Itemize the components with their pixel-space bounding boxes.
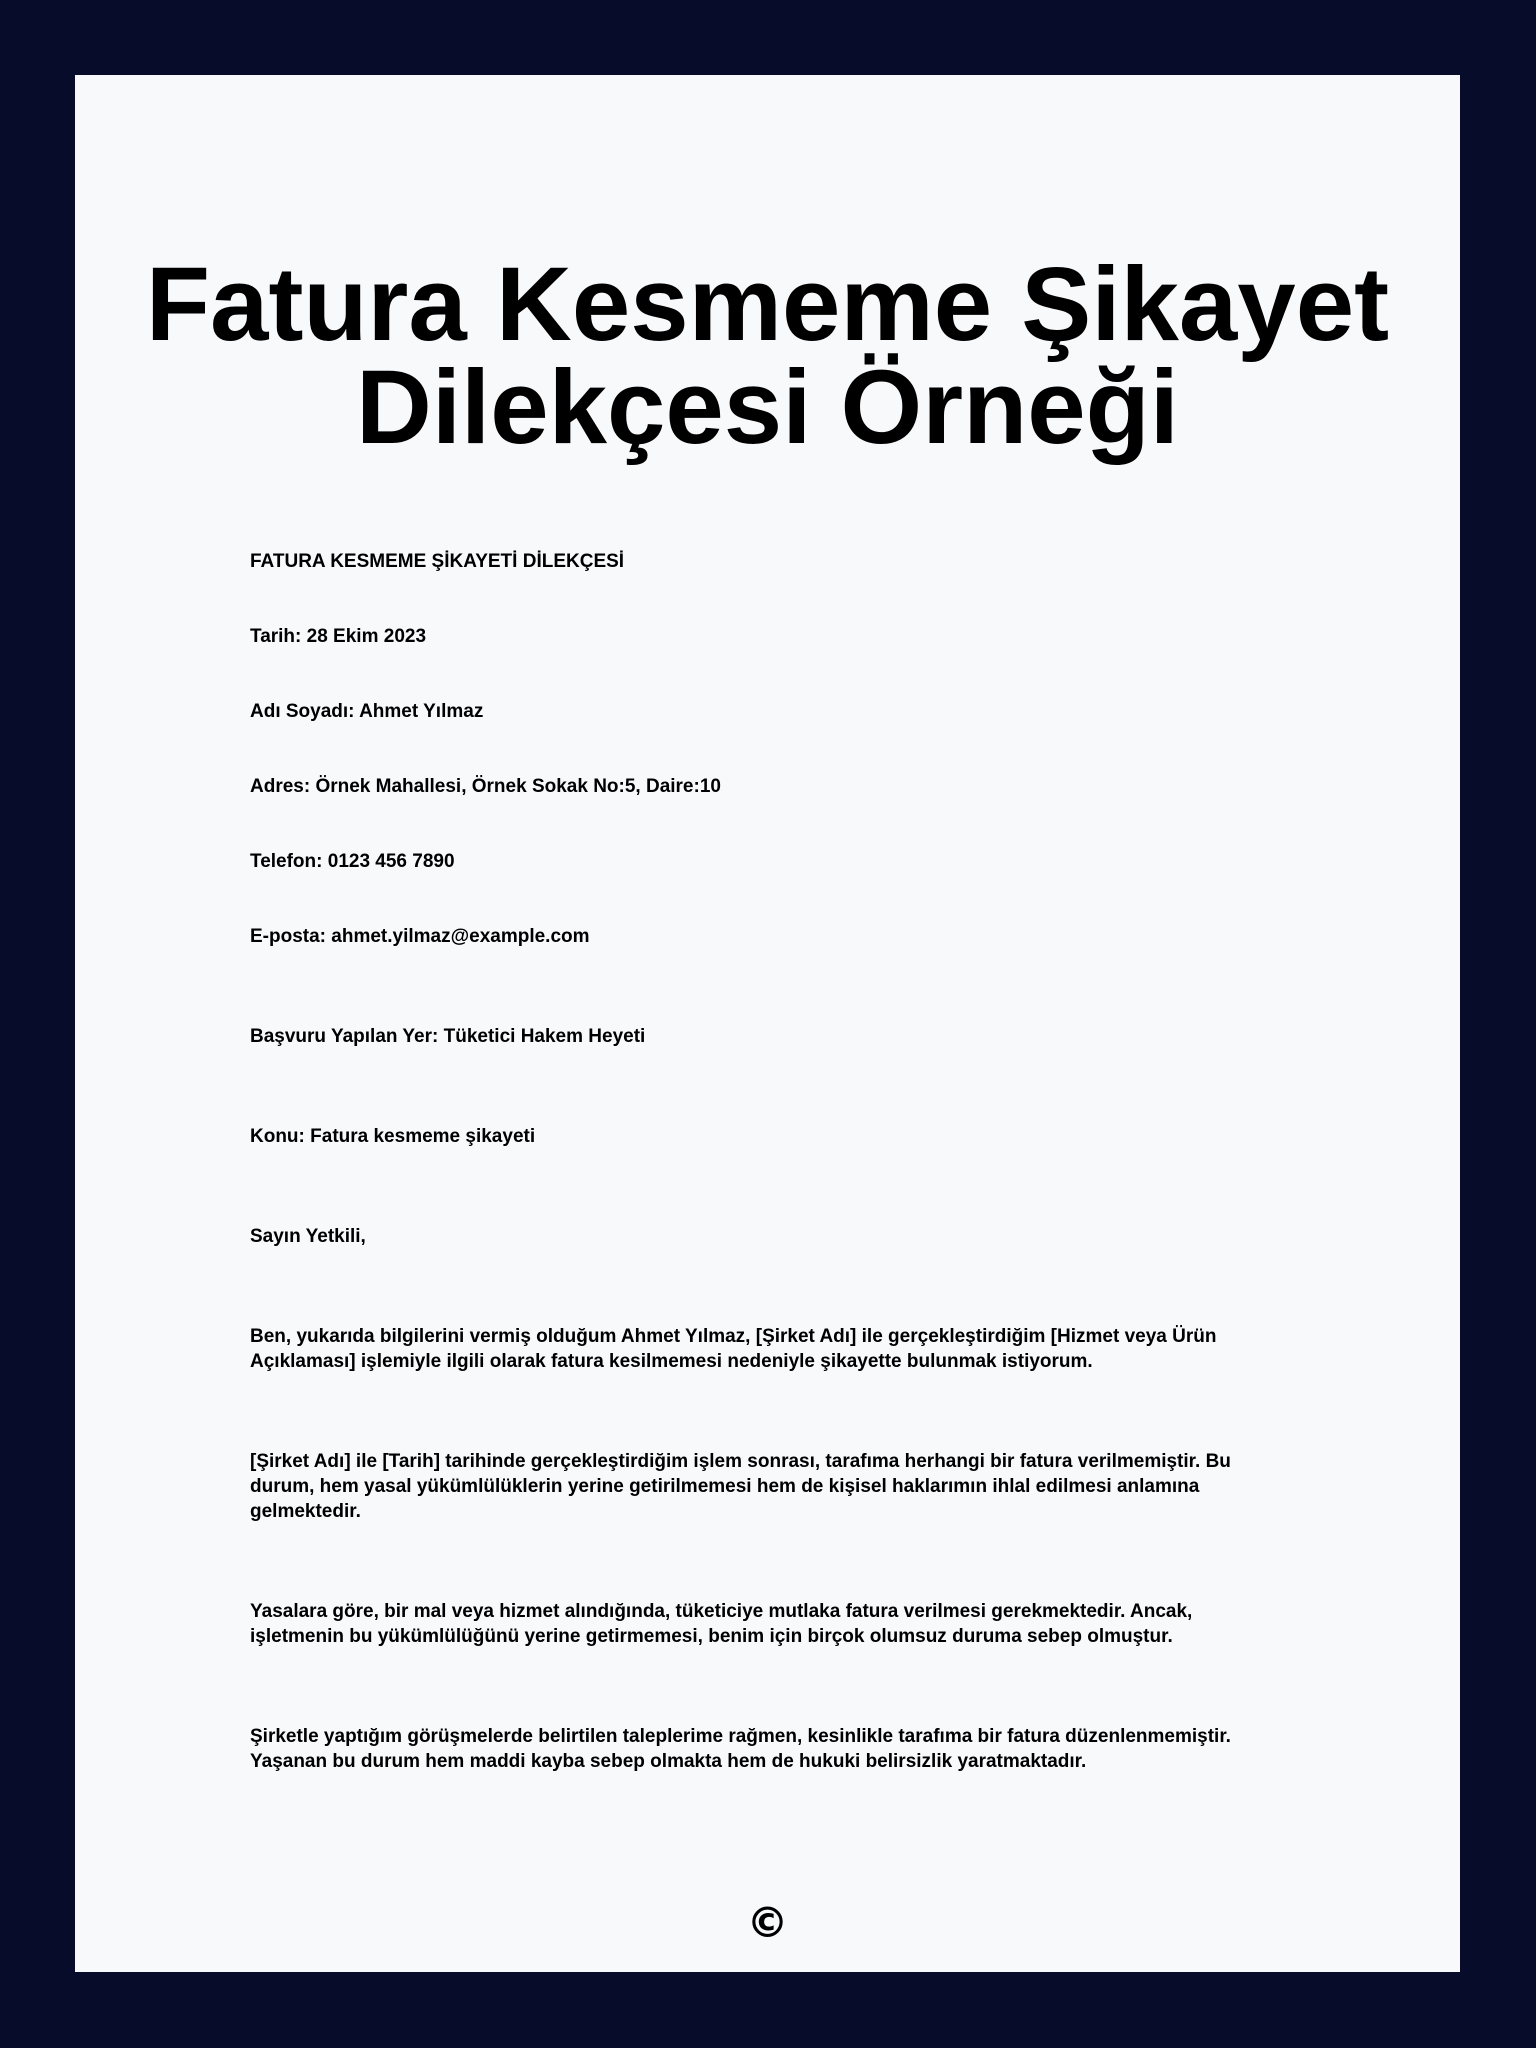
document-page (75, 75, 1460, 1972)
address-line: Adres: Örnek Mahallesi, Örnek Sokak No:5, Daire:10 (250, 776, 721, 797)
body-paragraph-1: Ben, yukarıda bilgilerini vermiş olduğum Ahmet Yılmaz, [Şirket Adı] ile gerçekleştirdiğim [Hizmet veya Ürün Açıklaması] işlemiyle ilgili olarak fatura kesilmemesi nedeniyle şikayette bulunmak istiyorum. (250, 1326, 1217, 1372)
copyright-icon: © (746, 1898, 789, 1947)
subject-line: Konu: Fatura kesmeme şikayeti (250, 1126, 536, 1147)
name-line: Adı Soyadı: Ahmet Yılmaz (250, 701, 484, 722)
document-heading: FATURA KESMEME ŞİKAYETİ DİLEKÇESİ (250, 551, 625, 572)
recipient-line: Başvuru Yapılan Yer: Tüketici Hakem Heyeti (250, 1026, 646, 1047)
salutation-line: Sayın Yetkili, (250, 1226, 366, 1247)
body-paragraph-4: Şirketle yaptığım görüşmelerde belirtilen taleplerime rağmen, kesinlikle tarafıma bir fatura düzenlenmemiştir. Yaşanan bu durum hem maddi kayba sebep olmakta hem de hukuki belirsizlik yaratmaktadır. (250, 1726, 1231, 1772)
email-line: E-posta: ahmet.yilmaz@example.com (250, 926, 590, 947)
date-line: Tarih: 28 Ekim 2023 (250, 626, 427, 647)
phone-line: Telefon: 0123 456 7890 (250, 851, 455, 872)
page-title: Fatura Kesmeme Şikayet Dilekçesi Örneği (145, 246, 1390, 466)
body-paragraph-3: Yasalara göre, bir mal veya hizmet alındığında, tüketiciye mutlaka fatura verilmesi gerekmektedir. Ancak, işletmenin bu yükümlülüğünü yerine getirmemesi, benim için birçok olumsuz duruma sebep olmuştur. (250, 1601, 1193, 1647)
body-paragraph-2: [Şirket Adı] ile [Tarih] tarihinde gerçekleştirdiğim işlem sonrası, tarafıma herhangi bir fatura verilmemiştir. Bu durum, hem yasal yükümlülüklerin yerine getirilmemesi hem de kişisel haklarımın ihlal edilmesi anlamına gelmektedir. (250, 1451, 1231, 1522)
